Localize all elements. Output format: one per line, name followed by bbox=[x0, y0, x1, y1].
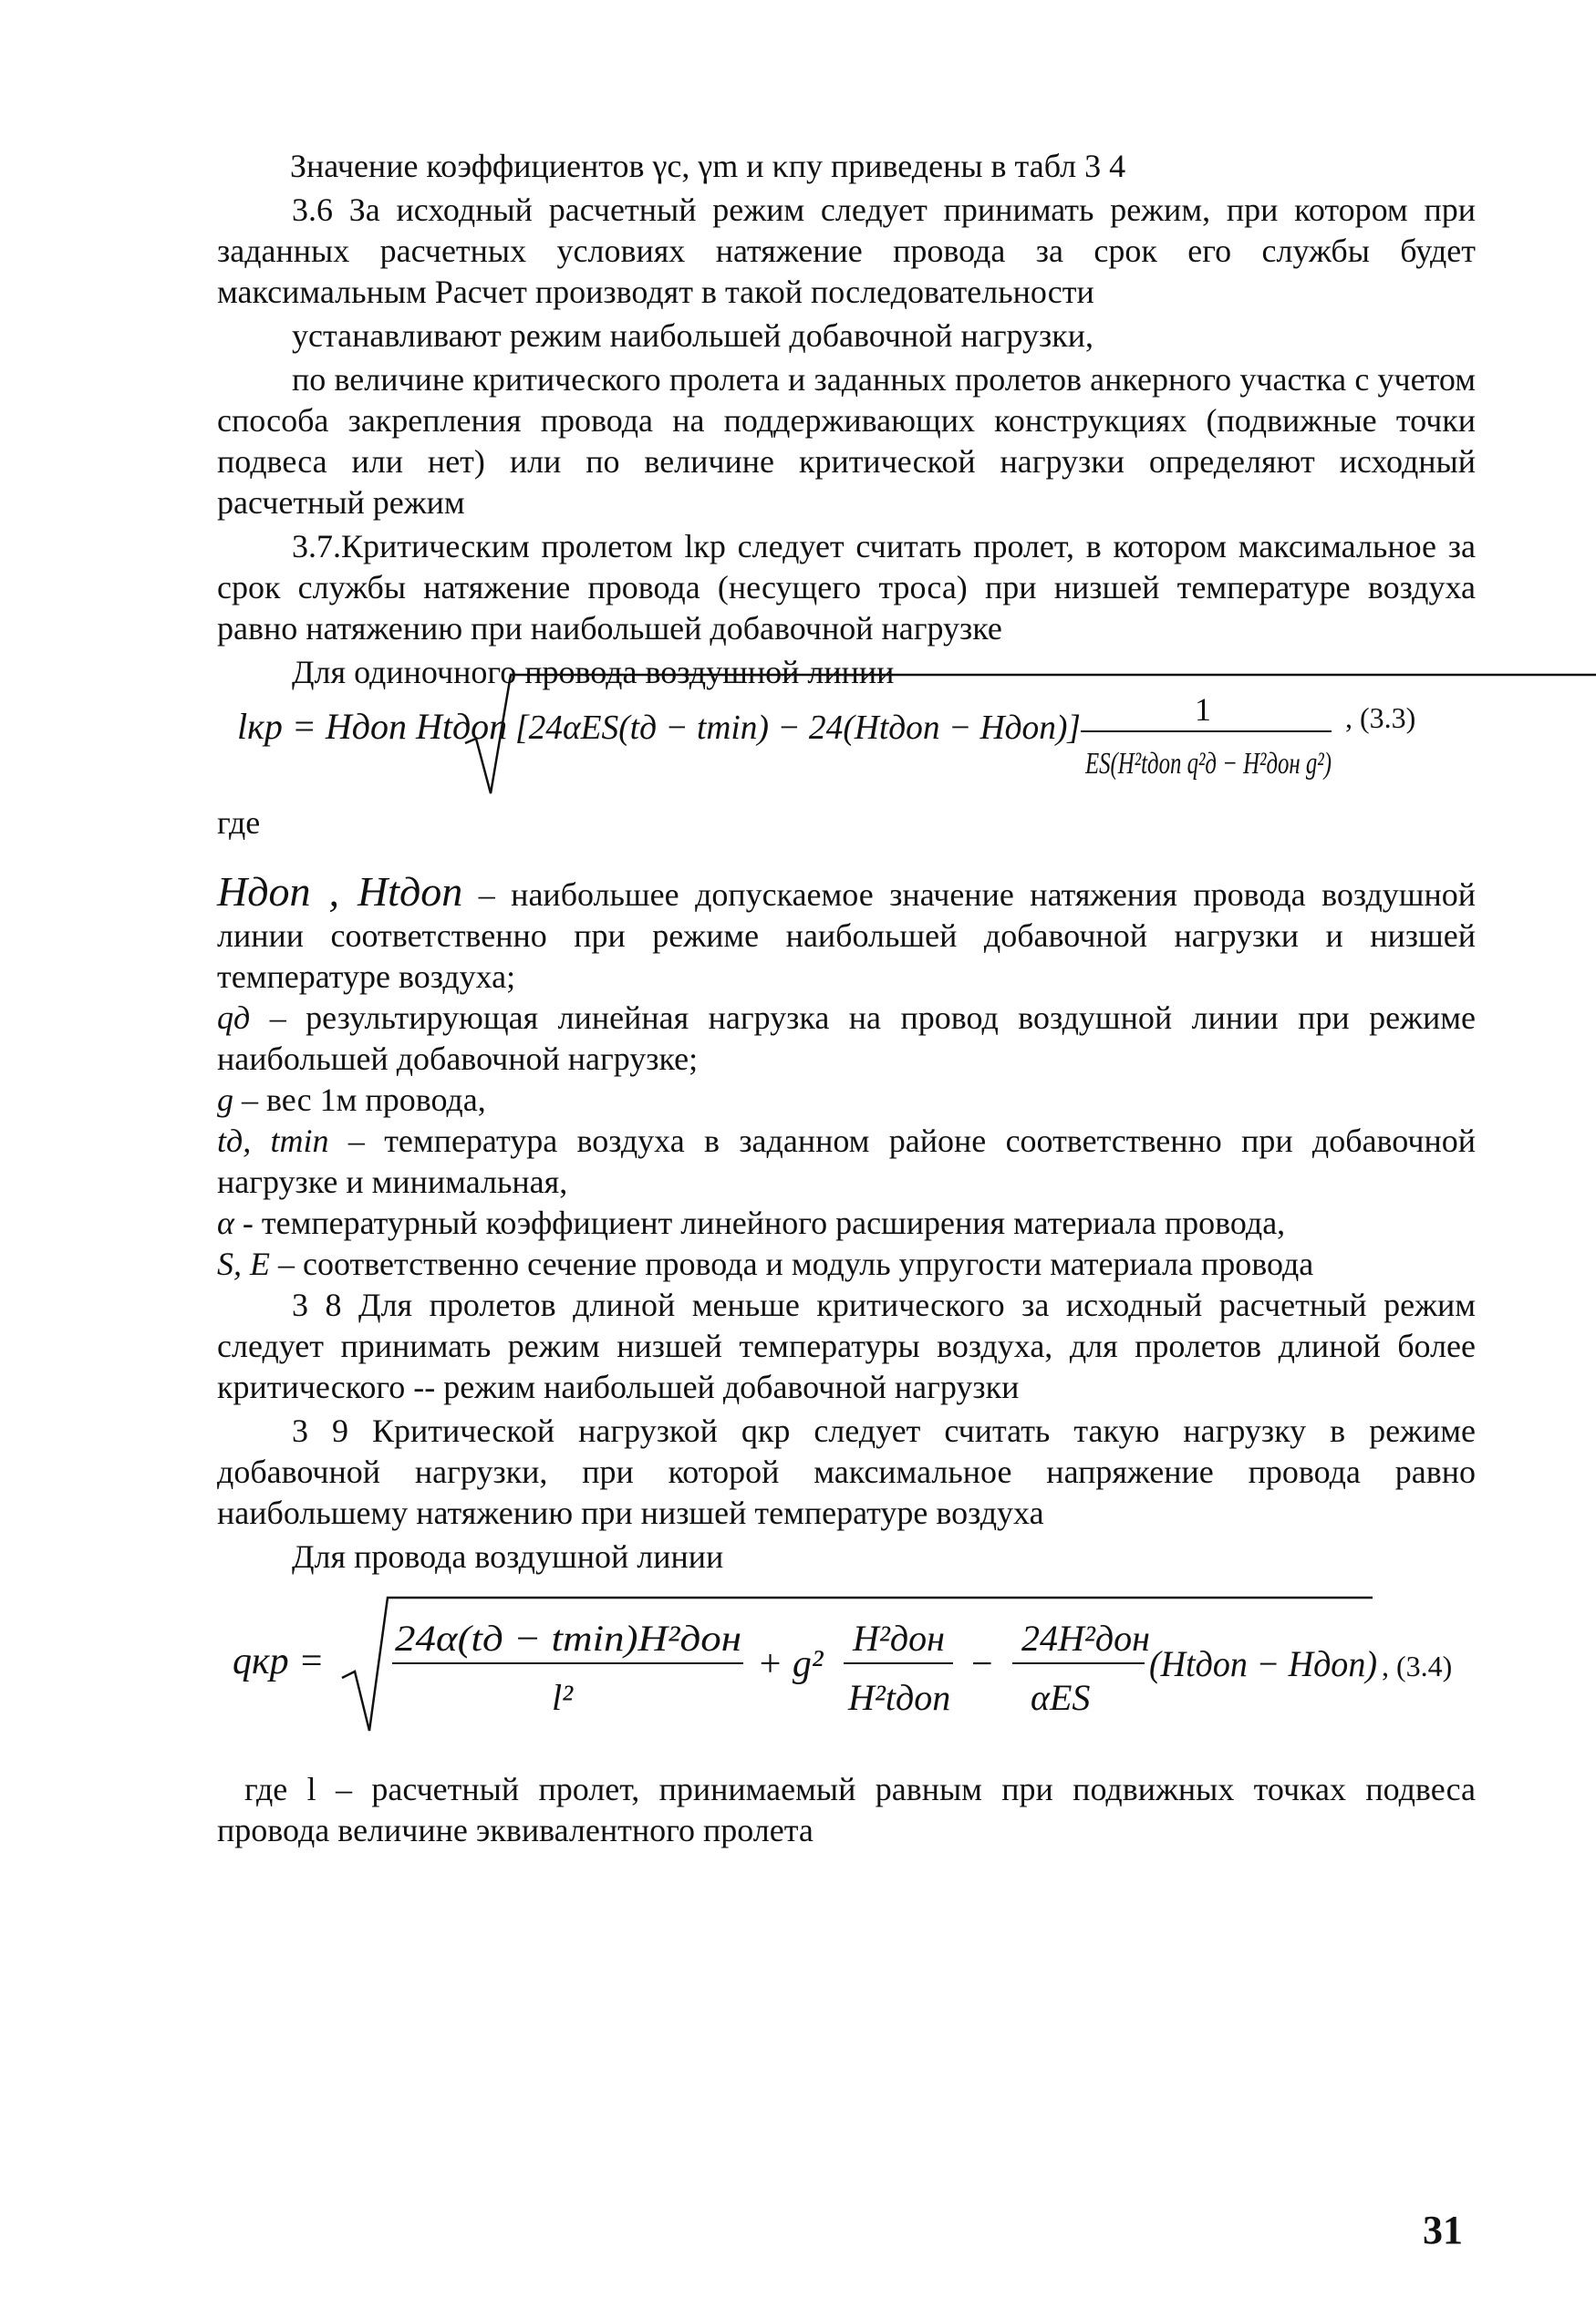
formula-3-3-fraction-top: 1 bbox=[1195, 691, 1211, 728]
paragraph-3-6: 3.6 За исходный расчетный режим следует принимать режим, при котором при заданных расчетных условиях натяжение провода за срок его службы будет максимальным Расчет производят в такой последовательности bbox=[217, 191, 1476, 310]
formula-3-4-term2-num: H²дон bbox=[853, 1618, 945, 1659]
text-block-bottom bbox=[217, 1769, 1476, 1854]
definition-H bbox=[217, 868, 1477, 998]
definition-SE bbox=[217, 1244, 1476, 1285]
paragraph-step-1: устанавливают режим наибольшей добавочной нагрузки, bbox=[292, 317, 1093, 354]
paragraph-overhead-wire: Для провода воздушной линии bbox=[292, 1538, 724, 1575]
def-symbol-SE: S, E bbox=[217, 1246, 270, 1282]
formula-3-4-term3-den: αES bbox=[1031, 1677, 1091, 1718]
formula-3-3-number: , (3.3) bbox=[1345, 701, 1416, 734]
formula-3-4-number: , (3.4) bbox=[1382, 1650, 1453, 1682]
def-text-qd: – результирующая линейная нагрузка на провод воздушной линии при режиме наибольшей добавочной нагрузке; bbox=[217, 999, 1477, 1077]
def-text-alpha: - температурный коэффициент линейного расширения материала провода, bbox=[242, 1205, 1286, 1241]
formula-3-4-plus: + g² bbox=[757, 1643, 824, 1685]
where-label: где bbox=[217, 804, 261, 841]
def-text-SE: – соответственно сечение провода и модуль упругости материала провода bbox=[278, 1246, 1314, 1282]
formula-3-3-svg bbox=[237, 666, 1514, 802]
paragraph-coefficients: Значение коэффициентов γc, γm и κпу приведены в табл 3 4 bbox=[290, 148, 1126, 184]
paragraph-3-8: 3 8 Для пролетов длиной меньше критического за исходный расчетный режим следует принимать режим низшей температуры воздуха, для пролетов длиной более критического -- режим наибольшей добавочной нагрузки bbox=[217, 1287, 1476, 1405]
def-symbol-H: Hдоп , Htдоп bbox=[217, 868, 463, 915]
paragraph-single-wire: Для одиночного провода воздушной линии bbox=[292, 654, 895, 690]
page-number: 31 bbox=[1423, 2208, 1463, 2252]
formula-3-4-lhs: qкр = bbox=[233, 1640, 325, 1682]
formula-3-4 bbox=[233, 1587, 1509, 1742]
paragraph-3-9: 3 9 Критической нагрузкой qкр следует считать такую нагрузку в режиме добавочной нагрузки, при которой максимальное напряжение провода равно наибольшему натяжению при низшей температуре воздуха bbox=[217, 1413, 1476, 1531]
formula-3-4-svg bbox=[233, 1587, 1509, 1742]
paragraph-span-definition: где l – расчетный пролет, принимаемый равным при подвижных точках подвеса провода величине эквивалентного пролета bbox=[217, 1771, 1476, 1848]
formula-3-3 bbox=[237, 666, 1514, 802]
formula-3-3-lhs: lкр = Hдоп Htдоп bbox=[237, 706, 508, 747]
paragraph-step-2: по величине критического пролета и заданных пролетов анкерного участка с учетом способа закрепления провода на поддерживающих конструкциях (подвижные точки подвеса или нет) или по величине критической нагрузки определяют исходный расчетный режим bbox=[217, 361, 1476, 521]
formula-3-4-term2-den: H²tдоп bbox=[848, 1677, 951, 1718]
def-text-H: – наибольшее допускаемое значение натяжения провода воздушной линии соответственно при режиме наибольшей добавочной нагрузки и низшей температуре воздуха; bbox=[217, 876, 1477, 995]
paragraph-3-7: 3.7.Критическим пролетом lкр следует считать пролет, в котором максимальное за срок службы натяжение провода (несущего троса) при низшей температуре воздуха равно натяжению при наибольшей добавочной нагрузке bbox=[217, 528, 1476, 647]
formula-3-4-term1-den: l² bbox=[552, 1677, 574, 1718]
def-symbol-t: tд, tmin bbox=[217, 1123, 329, 1159]
definition-g bbox=[217, 1080, 1476, 1121]
def-text-g: – вес 1м провода, bbox=[242, 1082, 486, 1118]
def-symbol-qd: qд bbox=[217, 999, 251, 1036]
formula-3-4-term1-num: 24α(tд − tmin)H²дон bbox=[395, 1618, 741, 1659]
definition-qd bbox=[217, 998, 1476, 1080]
formula-3-4-minus: − bbox=[971, 1643, 993, 1685]
definition-t bbox=[217, 1121, 1476, 1203]
formula-3-3-bracket: [24αES(tд − tmin) − 24(Htдоп − Hдоп)] bbox=[515, 709, 1081, 747]
def-symbol-g: g bbox=[217, 1082, 233, 1118]
formula-3-3-fraction-bottom: ES(H²tдоп q²д − H²дон g²) bbox=[1084, 747, 1332, 781]
text-block-top bbox=[217, 146, 1476, 696]
def-symbol-alpha: α bbox=[217, 1205, 234, 1241]
definitions-block bbox=[217, 802, 1476, 1580]
def-text-t: – температура воздуха в заданном районе соответственно при добавочной нагрузке и минимальная, bbox=[217, 1123, 1477, 1200]
definition-alpha bbox=[217, 1203, 1476, 1244]
formula-3-4-term3-num: 24H²дон bbox=[1021, 1618, 1150, 1659]
formula-3-4-tail: (Htдоп − Hдоп) bbox=[1149, 1643, 1377, 1684]
